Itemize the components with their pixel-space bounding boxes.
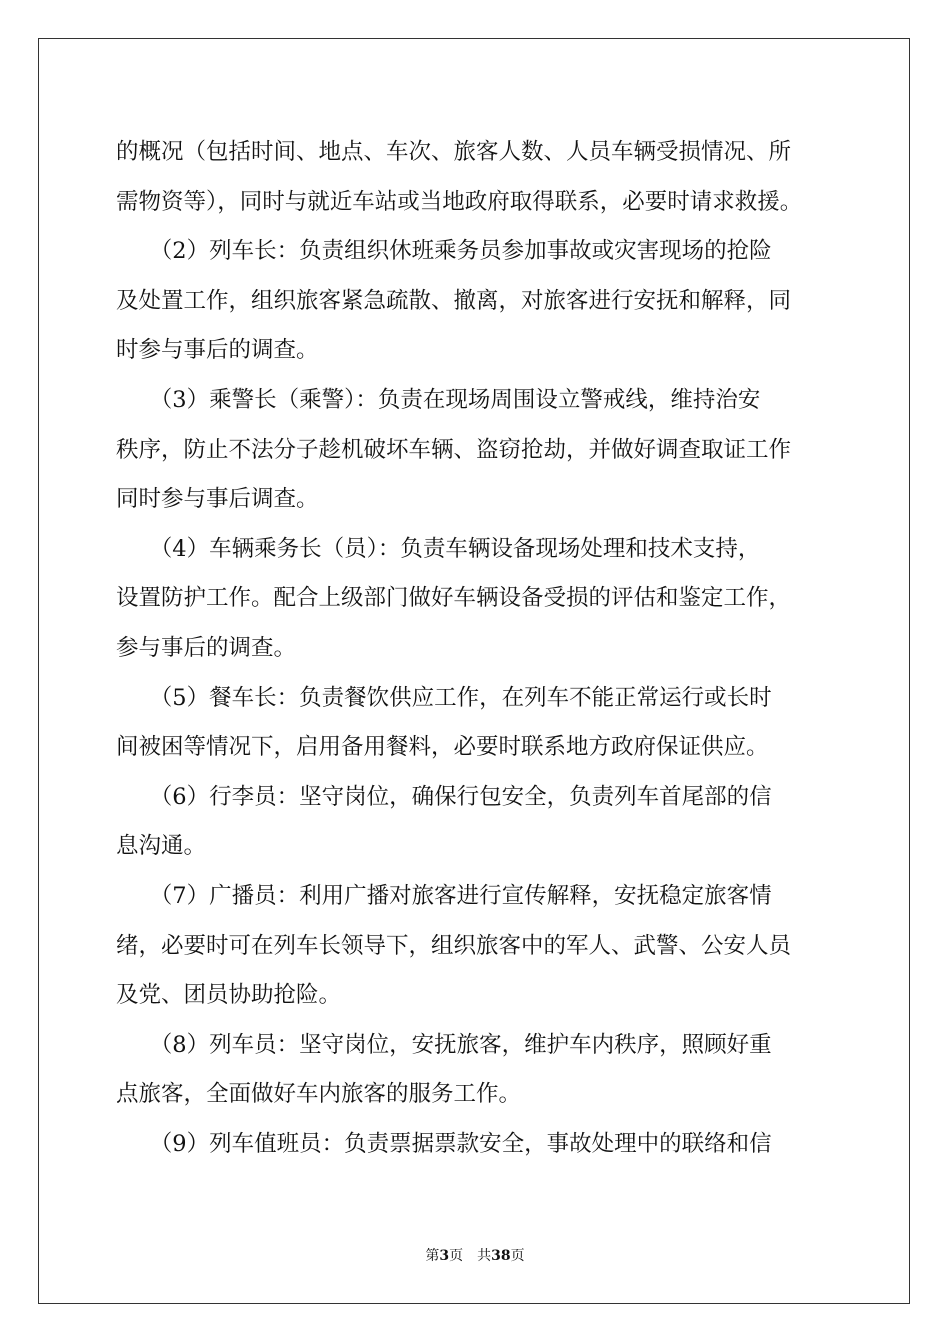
text-line: 秩序，防止不法分子趁机破坏车辆、盗窃抢劫，并做好调查取证工作 [116,436,792,463]
text-line: （2）列车长：负责组织休班乘务员参加事故或灾害现场的抢险 [116,238,772,265]
text-line: （8）列车员：坚守岗位，安抚旅客，维护车内秩序，照顾好重 [116,1031,772,1058]
paragraph-item-5 [116,674,836,773]
text-line: 及处置工作，组织旅客紧急疏散、撤离，对旅客进行安抚和解释，同 [116,287,792,314]
page-footer [0,1246,950,1266]
text-line: 时参与事后的调查。 [116,337,319,364]
text-line: （6）行李员：坚守岗位，确保行包安全，负责列车首尾部的信 [116,783,772,810]
page-number-middle: 页 共 [449,1248,492,1264]
page-number-suffix: 页 [510,1248,525,1264]
paragraph-item-9 [116,1120,836,1170]
current-page-number: 3 [439,1248,450,1264]
text-line: 点旅客，全面做好车内旅客的服务工作。 [116,1081,522,1108]
paragraph-item-2 [116,227,836,376]
text-line: （3）乘警长（乘警）：负责在现场周围设立警戒线，维持治安 [116,386,761,413]
paragraph-intro-continued [116,128,836,227]
text-line: （7）广播员：利用广播对旅客进行宣传解释，安抚稳定旅客情 [116,882,772,909]
text-line: 绪，必要时可在列车长领导下，组织旅客中的军人、武警、公安人员 [116,932,792,959]
total-page-count: 38 [491,1248,511,1264]
text-line: 需物资等），同时与就近车站或当地政府取得联系，必要时请求救援。 [116,188,803,215]
text-line: （5）餐车长：负责餐饮供应工作，在列车不能正常运行或长时 [116,684,772,711]
paragraph-item-6 [116,773,836,872]
text-line: （9）列车值班员：负责票据票款安全，事故处理中的联络和信 [116,1130,772,1157]
document-body [116,128,836,1169]
text-line: （4）车辆乘务长（员）：负责车辆设备现场处理和技术支持， [116,535,761,562]
paragraph-item-8 [116,1021,836,1120]
paragraph-item-3 [116,376,836,525]
text-line: 参与事后的调查。 [116,634,297,661]
paragraph-item-4 [116,525,836,674]
text-line: 间被困等情况下，启用备用餐料，必要时联系地方政府保证供应。 [116,734,769,761]
text-line: 及党、团员协助抢险。 [116,982,342,1009]
text-line: 息沟通。 [116,833,207,860]
text-line: 设置防护工作。配合上级部门做好车辆设备受损的评估和鉴定工作， [116,585,792,612]
text-line: 同时参与事后调查。 [116,486,319,513]
page-number-prefix: 第 [425,1248,440,1264]
text-line: 的概况（包括时间、地点、车次、旅客人数、人员车辆受损情况、所 [116,139,792,165]
paragraph-item-7 [116,872,836,1021]
